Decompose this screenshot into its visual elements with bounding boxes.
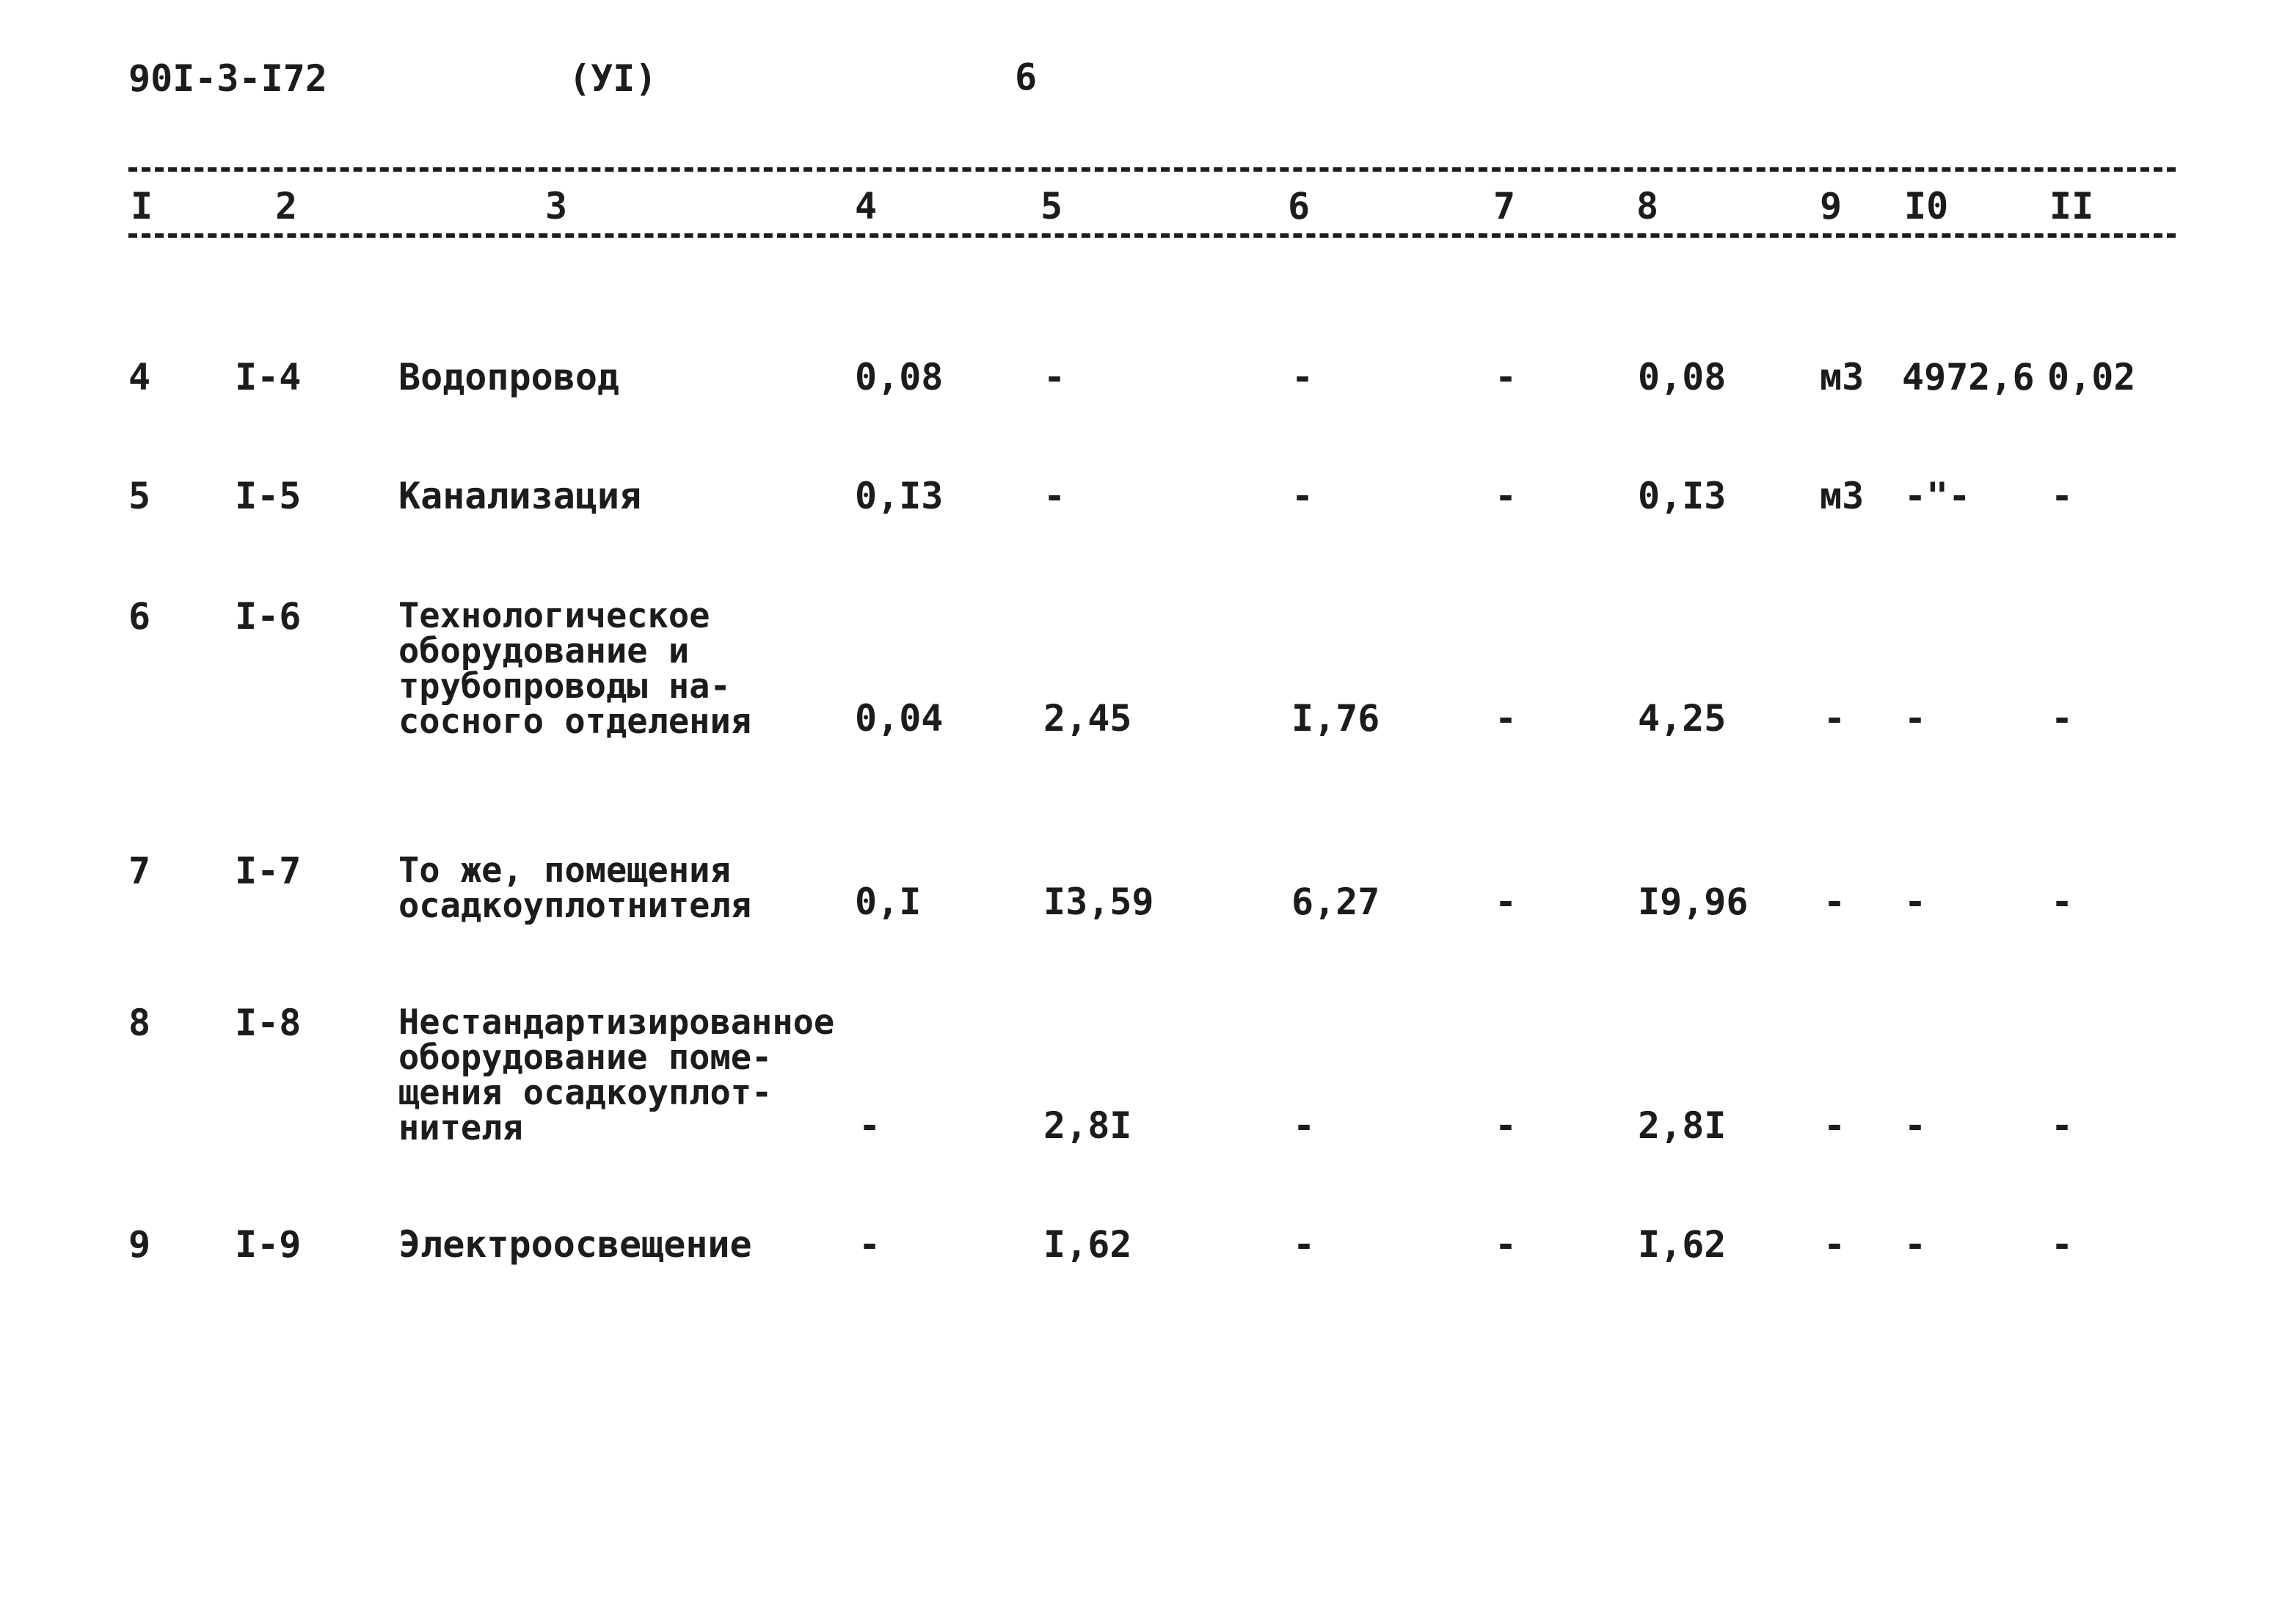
cell-col8: 0,I3 <box>1638 475 1727 517</box>
column-header-1: I <box>131 185 153 227</box>
row-number: 4 <box>128 356 151 398</box>
cell-col4: - <box>859 1104 881 1147</box>
row-code: I-6 <box>235 595 302 638</box>
volume-label: (УI) <box>569 57 657 100</box>
row-number: 8 <box>128 1002 151 1044</box>
cell-col7: - <box>1495 1104 1517 1147</box>
column-header-8: 8 <box>1636 185 1659 227</box>
cell-col4: 0,08 <box>855 356 944 398</box>
header-rule-bottom <box>128 233 2176 238</box>
row-number: 6 <box>128 595 151 638</box>
row-name: Канализация <box>398 475 642 517</box>
cell-col10: - <box>1904 1223 1927 1266</box>
cell-col6: 6,27 <box>1291 881 1380 923</box>
row-name: Технологическое оборудование и трубопроводы на- сосного отделения <box>398 596 752 742</box>
cell-col5: 2,8I <box>1043 1104 1132 1147</box>
cell-col7: - <box>1495 697 1517 740</box>
cell-col11: - <box>2051 1223 2074 1266</box>
cell-col8: I,62 <box>1638 1223 1727 1266</box>
cell-col10: - <box>1904 1104 1927 1147</box>
cell-col5: I,62 <box>1043 1223 1132 1266</box>
cell-col8: 0,08 <box>1638 356 1727 398</box>
cell-col5: - <box>1043 356 1066 398</box>
column-header-9: 9 <box>1820 185 1843 227</box>
cell-col11: - <box>2051 475 2074 517</box>
cell-col10: 4972,6 <box>1902 356 2035 398</box>
cell-col4: 0,04 <box>855 697 944 740</box>
row-code: I-4 <box>235 356 302 398</box>
cell-col4: 0,I <box>855 881 922 923</box>
row-code: I-7 <box>235 850 302 892</box>
column-header-4: 4 <box>855 185 878 227</box>
page-number: 6 <box>1015 56 1038 98</box>
cell-col10: - <box>1904 881 1927 923</box>
cell-col7: - <box>1495 356 1517 398</box>
row-name: Электроосвещение <box>398 1223 752 1266</box>
document-code: 90I-3-I72 <box>128 57 327 100</box>
column-header-10: I0 <box>1904 185 1949 227</box>
row-number: 7 <box>128 850 151 892</box>
column-header-5: 5 <box>1041 185 1063 227</box>
cell-col9: - <box>1823 881 1846 923</box>
row-code: I-9 <box>235 1223 302 1266</box>
column-header-6: 6 <box>1288 185 1311 227</box>
cell-col6: - <box>1291 356 1314 398</box>
cell-col6: - <box>1293 1104 1316 1147</box>
cell-col10: - <box>1904 697 1927 740</box>
cell-col10: -"- <box>1904 475 1971 517</box>
cell-col5: - <box>1043 475 1066 517</box>
cell-col11: - <box>2051 881 2074 923</box>
column-header-3: 3 <box>545 185 568 227</box>
cell-col9-unit: м3 <box>1820 475 1865 517</box>
cell-col11: - <box>2051 1104 2074 1147</box>
cell-col8: 2,8I <box>1638 1104 1727 1147</box>
cell-col9-unit: м3 <box>1820 356 1865 398</box>
row-name: То же, помещения осадкоуплотнителя <box>398 850 752 926</box>
cell-col7: - <box>1495 881 1517 923</box>
column-header-2: 2 <box>275 185 298 227</box>
column-header-11: II <box>2049 185 2094 227</box>
cell-col5: I3,59 <box>1043 881 1154 923</box>
cell-col11: - <box>2051 697 2074 740</box>
row-number: 9 <box>128 1223 151 1266</box>
row-code: I-8 <box>235 1002 302 1044</box>
cell-col9: - <box>1823 1104 1846 1147</box>
row-number: 5 <box>128 475 151 517</box>
cell-col9: - <box>1823 697 1846 740</box>
cell-col9: - <box>1823 1223 1846 1266</box>
cell-col6: - <box>1293 1223 1316 1266</box>
cell-col6: - <box>1291 475 1314 517</box>
row-name: Водопровод <box>398 356 620 398</box>
cell-col8: 4,25 <box>1638 697 1727 740</box>
cell-col7: - <box>1495 1223 1517 1266</box>
row-name: Нестандартизированное оборудование поме- щения осадкоуплот- нителя <box>398 1002 835 1148</box>
header-rule-top <box>128 167 2176 172</box>
cell-col6: I,76 <box>1291 697 1380 740</box>
cell-col7: - <box>1495 475 1517 517</box>
cell-col4: - <box>859 1223 881 1266</box>
cell-col11: 0,02 <box>2047 356 2136 398</box>
cell-col5: 2,45 <box>1043 697 1132 740</box>
cell-col8: I9,96 <box>1638 881 1749 923</box>
cell-col4: 0,I3 <box>855 475 944 517</box>
column-header-7: 7 <box>1493 185 1516 227</box>
row-code: I-5 <box>235 475 302 517</box>
